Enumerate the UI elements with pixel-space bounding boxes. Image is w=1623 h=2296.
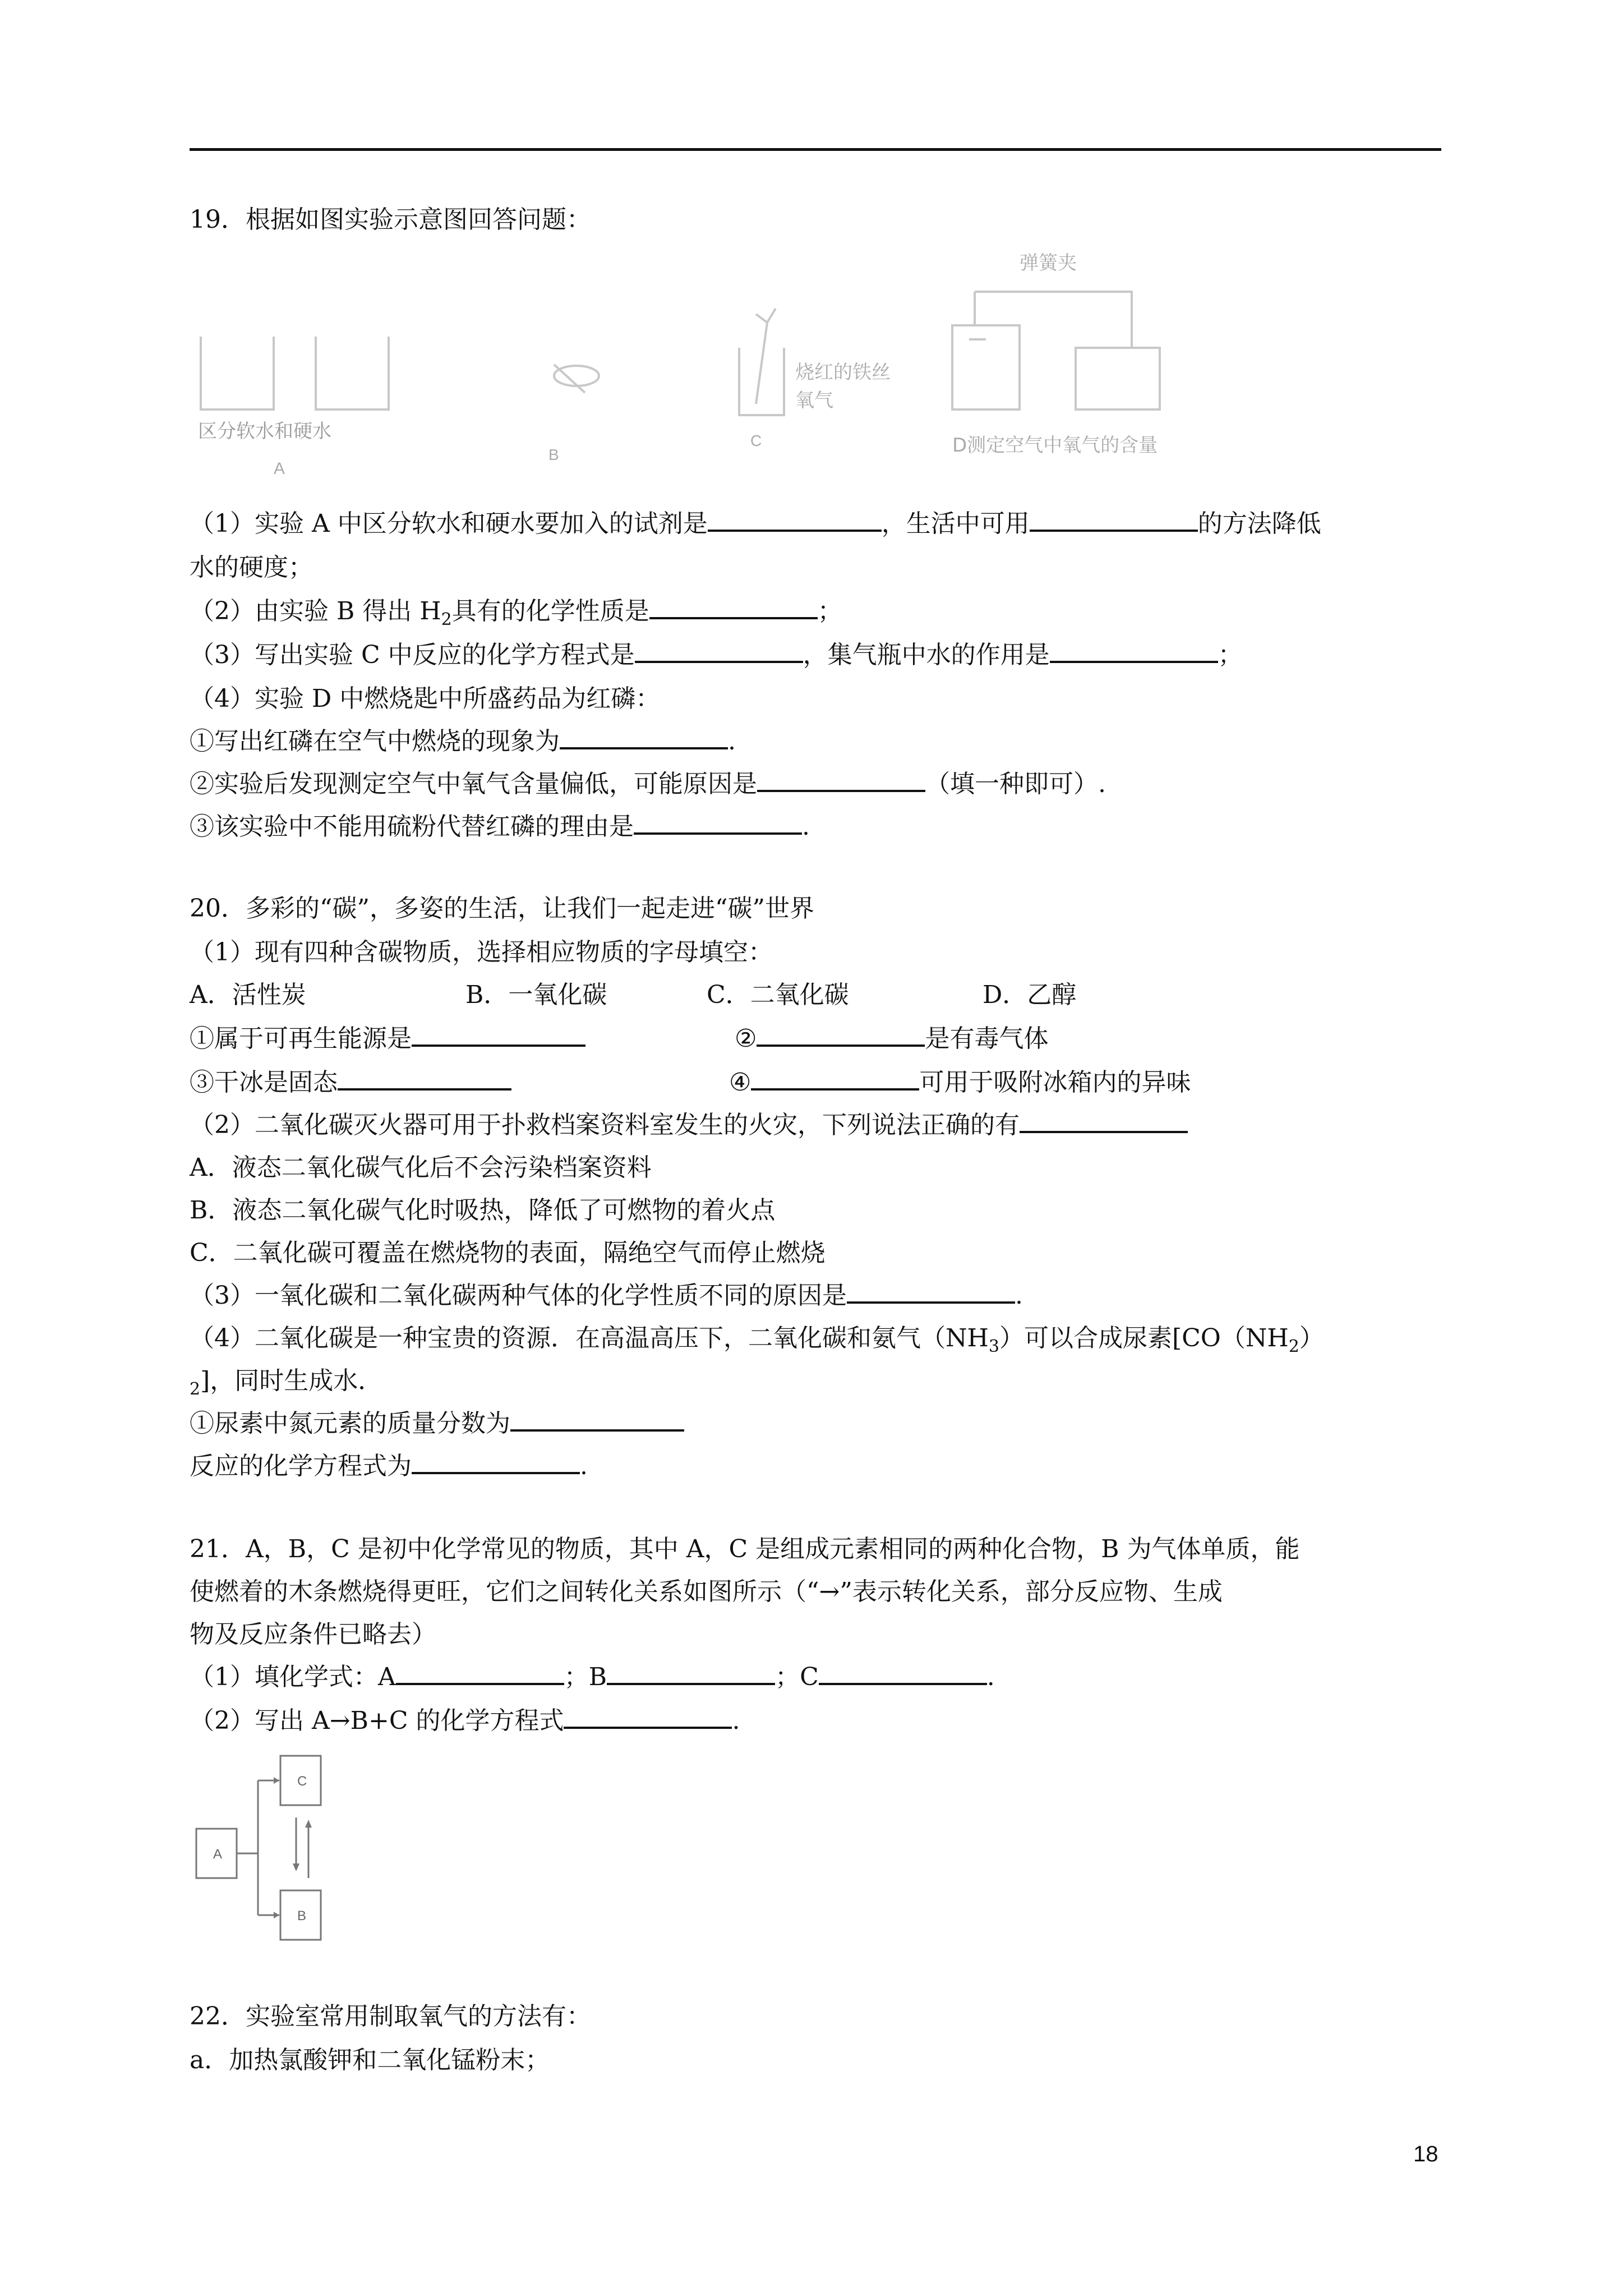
q21-part2 [190, 1700, 740, 1736]
figure-c-text1: 烧红的铁丝 [795, 361, 891, 384]
q20-part2-c: C．二氧化碳可覆盖在燃烧物的表面，隔绝空气而停止燃烧 [190, 1239, 826, 1267]
q21-stem-line2: 使燃着的木条燃烧得更旺，它们之间转化关系如图所示（“→”表示转化关系，部分反应物、生成 [190, 1577, 1223, 1606]
q20-row1-text: ①属于可再生能源是 [190, 1024, 412, 1053]
q20-row1-left [190, 1018, 585, 1054]
figure-c-label: C [750, 432, 762, 449]
q21-part1-end: . [986, 1663, 995, 1691]
q19-answer-h2-property[interactable] [649, 595, 818, 619]
q20-part4-text-b: ）可以合成尿素[CO（NH [999, 1324, 1289, 1352]
q20-part3-end: . [1015, 1281, 1023, 1310]
q20-row3-text: ③干冰是固态 [190, 1068, 338, 1097]
q19-part3 [190, 634, 1243, 670]
q19-part4-1-end: . [728, 727, 736, 756]
figure-a-beakers [201, 337, 389, 409]
q20-part2-b: B．液态二氧化碳气化时吸热，降低了可燃物的着火点 [190, 1196, 776, 1225]
page-number: 18 [1413, 2142, 1438, 2166]
q20-option-b: B．一氧化碳 [465, 981, 607, 1009]
q20-option-a: A．活性炭 [190, 981, 306, 1009]
q19-part4-2-end: （填一种即可）. [925, 770, 1106, 798]
q20-answer-correct[interactable] [1020, 1108, 1188, 1133]
q19-answer-method[interactable] [1030, 507, 1198, 532]
q22-title: 22．实验室常用制取氧气的方法有： [190, 2002, 591, 2031]
q20-part4-line1 [190, 1318, 1324, 1354]
q20-part4-2 [190, 1446, 588, 1481]
q20-part4-sub1: 3 [988, 1337, 999, 1356]
q19-part1-line1 [190, 503, 1321, 539]
q21-part1-text-a: （1）填化学式：A [190, 1663, 396, 1691]
q21-part1-text-b: ；B [564, 1663, 607, 1691]
q19-figure [190, 247, 1238, 494]
figure-b-apparatus [554, 365, 599, 393]
q19-part2-subscript: 2 [441, 610, 452, 629]
q20-row2-num: ② [735, 1024, 757, 1053]
q21-part1 [190, 1657, 995, 1692]
q19-part4-1-text: ①写出红磷在空气中燃烧的现象为 [190, 727, 560, 756]
box-b-label: B [297, 1908, 307, 1924]
q19-part1-line2: 水的硬度； [190, 553, 313, 582]
q19-part4-2 [190, 763, 1106, 799]
q20-part2-a: A．液态二氧化碳气化后不会污染档案资料 [190, 1153, 652, 1182]
q21-answer-b[interactable] [607, 1660, 775, 1685]
q19-part2 [190, 591, 842, 627]
q20-answer-adsorb[interactable] [751, 1066, 919, 1091]
q20-title: 20．多彩的“碳”，多姿的生活，让我们一起走进“碳”世界 [190, 894, 814, 923]
q20-part4-sub3: 2 [190, 1379, 201, 1399]
q20-answer-equation[interactable] [412, 1450, 580, 1474]
q19-part4-2-text: ②实验后发现测定空气中氧气含量偏低，可能原因是 [190, 770, 757, 798]
q20-part1: （1）现有四种含碳物质，选择相应物质的字母填空： [190, 938, 773, 967]
q20-part4-2-end: . [580, 1452, 588, 1480]
figure-c-text2: 氧气 [795, 389, 833, 412]
q20-answer-difference[interactable] [847, 1279, 1015, 1304]
q19-part4-1 [190, 721, 736, 757]
q21-relation-diagram [191, 1750, 342, 1952]
figure-c-apparatus [739, 309, 784, 415]
q21-answer-c[interactable] [819, 1660, 987, 1685]
q19-part1-text-b: ，生活中可用 [881, 509, 1030, 538]
q20-row1-right [735, 1018, 1048, 1054]
q19-part4: （4）实验 D 中燃烧匙中所盛药品为红磷： [190, 684, 661, 713]
q19-answer-phenomenon[interactable] [560, 725, 728, 749]
figure-a-caption: 区分软水和硬水 [198, 421, 331, 442]
figure-d-caption: D测定空气中氧气的含量 [952, 434, 1158, 457]
q19-answer-equation[interactable] [635, 638, 803, 663]
q20-part4-sub2: 2 [1288, 1337, 1299, 1356]
q20-part3 [190, 1275, 1023, 1311]
q21-part2-text: （2）写出 A→B+C 的化学方程式 [190, 1706, 564, 1735]
box-c-label: C [297, 1774, 307, 1789]
q20-answer-renewable[interactable] [412, 1022, 585, 1047]
figure-a-label: A [274, 459, 285, 478]
q20-part4-text-a: （4）二氧化碳是一种宝贵的资源．在高温高压下，二氧化碳和氨气（NH [190, 1324, 989, 1352]
q20-row2-text: 是有毒气体 [925, 1024, 1049, 1053]
q19-part4-3-text: ③该实验中不能用硫粉代替红磷的理由是 [190, 812, 634, 841]
q19-part2-text-b: 具有的化学性质是 [451, 597, 649, 625]
q21-answer-equation[interactable] [564, 1704, 732, 1729]
q20-part2 [190, 1105, 1188, 1140]
q22-method-a: a．加热氯酸钾和二氧化锰粉末； [190, 2046, 550, 2074]
q20-part4-2-text: 反应的化学方程式为 [190, 1452, 412, 1480]
q20-answer-toxic[interactable] [757, 1022, 925, 1047]
q20-part4-1 [190, 1403, 684, 1439]
q21-part2-end: . [732, 1706, 740, 1735]
q20-part2-text: （2）二氧化碳灭火器可用于扑救档案资料室发生的火灾，下列说法正确的有 [190, 1111, 1020, 1139]
q19-part1-text-c: 的方法降低 [1197, 509, 1321, 538]
q19-title: 19．根据如图实验示意图回答问题： [190, 205, 591, 234]
q20-part4-text-d: ]，同时生成水． [200, 1366, 383, 1395]
q19-part1-text-a: （1）实验 A 中区分软水和硬水要加入的试剂是 [190, 509, 708, 538]
q20-row4-text: 可用于吸附冰箱内的异味 [919, 1068, 1191, 1097]
q19-answer-reagent[interactable] [708, 507, 882, 532]
q20-part4-1-text: ①尿素中氮元素的质量分数为 [190, 1409, 510, 1438]
q19-part2-text-c: ； [817, 597, 842, 625]
q21-answer-a[interactable] [396, 1660, 564, 1685]
q20-answer-dry-ice[interactable] [338, 1066, 511, 1091]
q19-answer-sulfur-reason[interactable] [634, 810, 802, 835]
figure-d-top-label: 弹簧夹 [1020, 252, 1077, 274]
q19-part4-3 [190, 806, 810, 842]
q20-option-c: C．二氧化碳 [707, 981, 849, 1009]
box-a-label: A [213, 1847, 223, 1862]
q19-answer-low-reason[interactable] [757, 767, 925, 792]
figure-d-apparatus [952, 292, 1160, 409]
q19-answer-water-role[interactable] [1050, 638, 1218, 663]
q19-part3-text-a: （3）写出实验 C 中反应的化学方程式是 [190, 641, 635, 669]
q19-part4-3-end: . [802, 812, 810, 841]
q20-part3-text: （3）一氧化碳和二氧化碳两种气体的化学性质不同的原因是 [190, 1281, 847, 1310]
q20-row2-left [190, 1062, 511, 1098]
q20-row2-right [729, 1062, 1191, 1098]
q20-part4-text-c: ） [1299, 1324, 1324, 1352]
q20-part4-line2 [190, 1360, 383, 1399]
q21-stem-line3: 物及反应条件已略去） [190, 1620, 436, 1649]
q21-stem-line1: 21．A，B，C 是初中化学常见的物质，其中 A，C 是组成元素相同的两种化合物，B 为气体单质，能 [190, 1535, 1300, 1563]
q21-part1-text-c: ；C [775, 1663, 819, 1691]
header-rule [190, 148, 1441, 151]
q20-option-d: D．乙醇 [983, 981, 1077, 1009]
figure-b-label: B [548, 446, 559, 463]
q20-row4-num: ④ [729, 1068, 751, 1097]
q19-part2-text-a: （2）由实验 B 得出 H [190, 597, 441, 625]
q19-part3-text-c: ； [1218, 641, 1243, 669]
q19-part3-text-b: ，集气瓶中水的作用是 [803, 641, 1050, 669]
q20-answer-nitrogen-fraction[interactable] [510, 1407, 684, 1432]
